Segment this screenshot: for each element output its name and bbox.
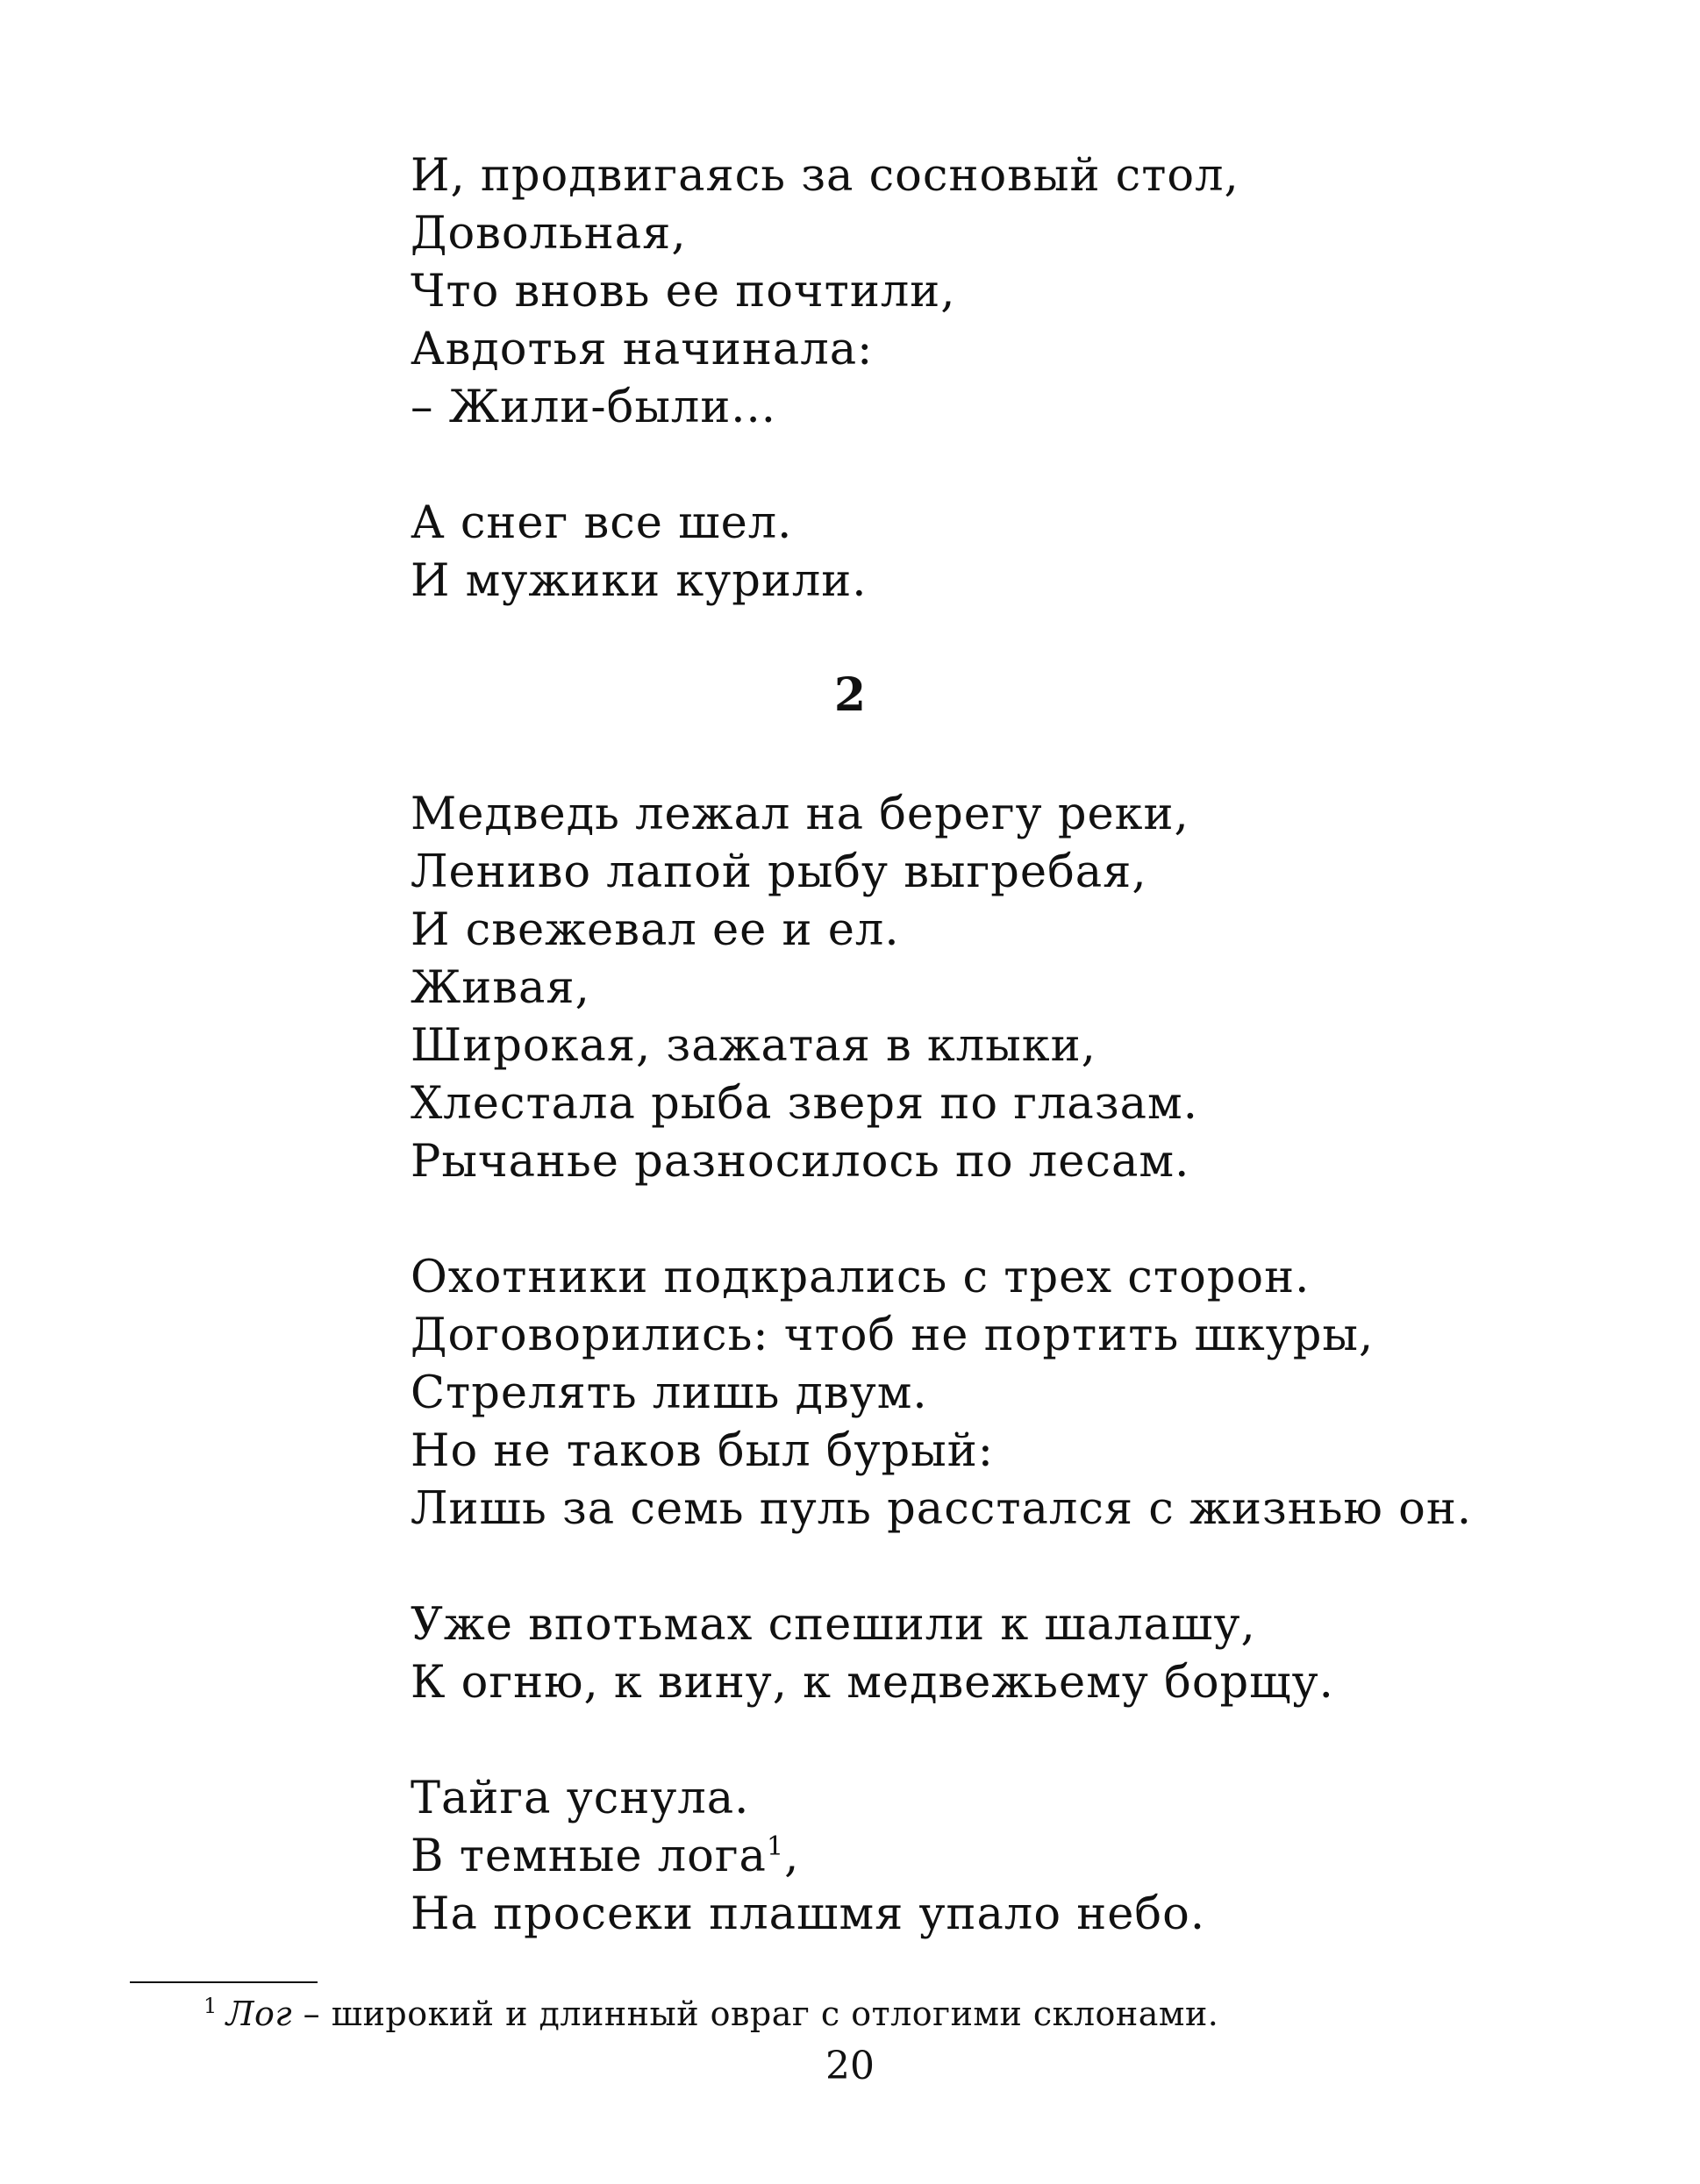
- poem-line: – Жили-были...: [411, 382, 776, 433]
- stanza: [411, 495, 1239, 610]
- poem-line-text: В темные лога: [411, 1831, 767, 1882]
- stanza: [411, 1596, 1472, 1712]
- poem-line: И свежевал ее и ел.: [411, 904, 900, 956]
- poem-line: Медведь лежал на берегу реки,: [411, 789, 1189, 840]
- stanza: [411, 147, 1239, 437]
- poem-block-1: [411, 147, 1239, 610]
- poem-line: Но не таков был бурый:: [411, 1425, 994, 1477]
- poem-line: Живая,: [411, 962, 590, 1014]
- poem-line: Лениво лапой рыбу выгребая,: [411, 846, 1147, 898]
- section-number: 2: [833, 668, 867, 722]
- poem-line: Тайга уснула.: [411, 1773, 750, 1824]
- poem-line: Рычанье разносилось по лесам.: [411, 1136, 1190, 1188]
- poem-line: К огню, к вину, к медвежьему борщу.: [411, 1657, 1334, 1709]
- footnote-text: – широкий и длинный овраг с отлогими склонами.: [292, 1995, 1219, 2033]
- poem-line: Что вновь ее почтили,: [411, 266, 956, 318]
- footnote-divider: [130, 1981, 318, 1983]
- poem-line: Довольная,: [411, 208, 687, 260]
- poem-line-with-footnote: [411, 1828, 1472, 1886]
- poem-line: И, продвигаясь за сосновый стол,: [411, 150, 1239, 202]
- page-number: 20: [825, 2044, 875, 2088]
- footnote: [204, 1993, 1218, 2035]
- stanza: [411, 1249, 1472, 1538]
- poem-line: Лишь за семь пуль расстался с жизнью он.: [411, 1483, 1473, 1535]
- poem-line: Хлестала рыба зверя по глазам.: [411, 1078, 1198, 1130]
- poem-line: Широкая, зажатая в клыки,: [411, 1020, 1096, 1072]
- stanza-final: [411, 1770, 1472, 1944]
- footnote-reference[interactable]: 1: [766, 1831, 785, 1862]
- poem-line-punct: ,: [784, 1831, 800, 1882]
- footnote-term: Лог: [225, 1995, 293, 2033]
- poem-line: Стрелять лишь двум.: [411, 1367, 928, 1419]
- poem-line: Авдотья начинала:: [411, 324, 874, 375]
- stanza: [411, 786, 1472, 1191]
- poem-line: А снег все шел.: [411, 497, 793, 549]
- poem-line: Договорились: чтоб не портить шкуры,: [411, 1310, 1375, 1361]
- poem-line: И мужики курили.: [411, 555, 868, 607]
- poem-line: Уже впотьмах спешили к шалашу,: [411, 1599, 1256, 1651]
- poem-line: На просеки плашмя упало небо.: [411, 1888, 1206, 1940]
- poem-line: Охотники подкрались с трех сторон.: [411, 1252, 1311, 1303]
- poem-block-2: [411, 786, 1472, 1944]
- footnote-mark: 1: [204, 1994, 218, 2019]
